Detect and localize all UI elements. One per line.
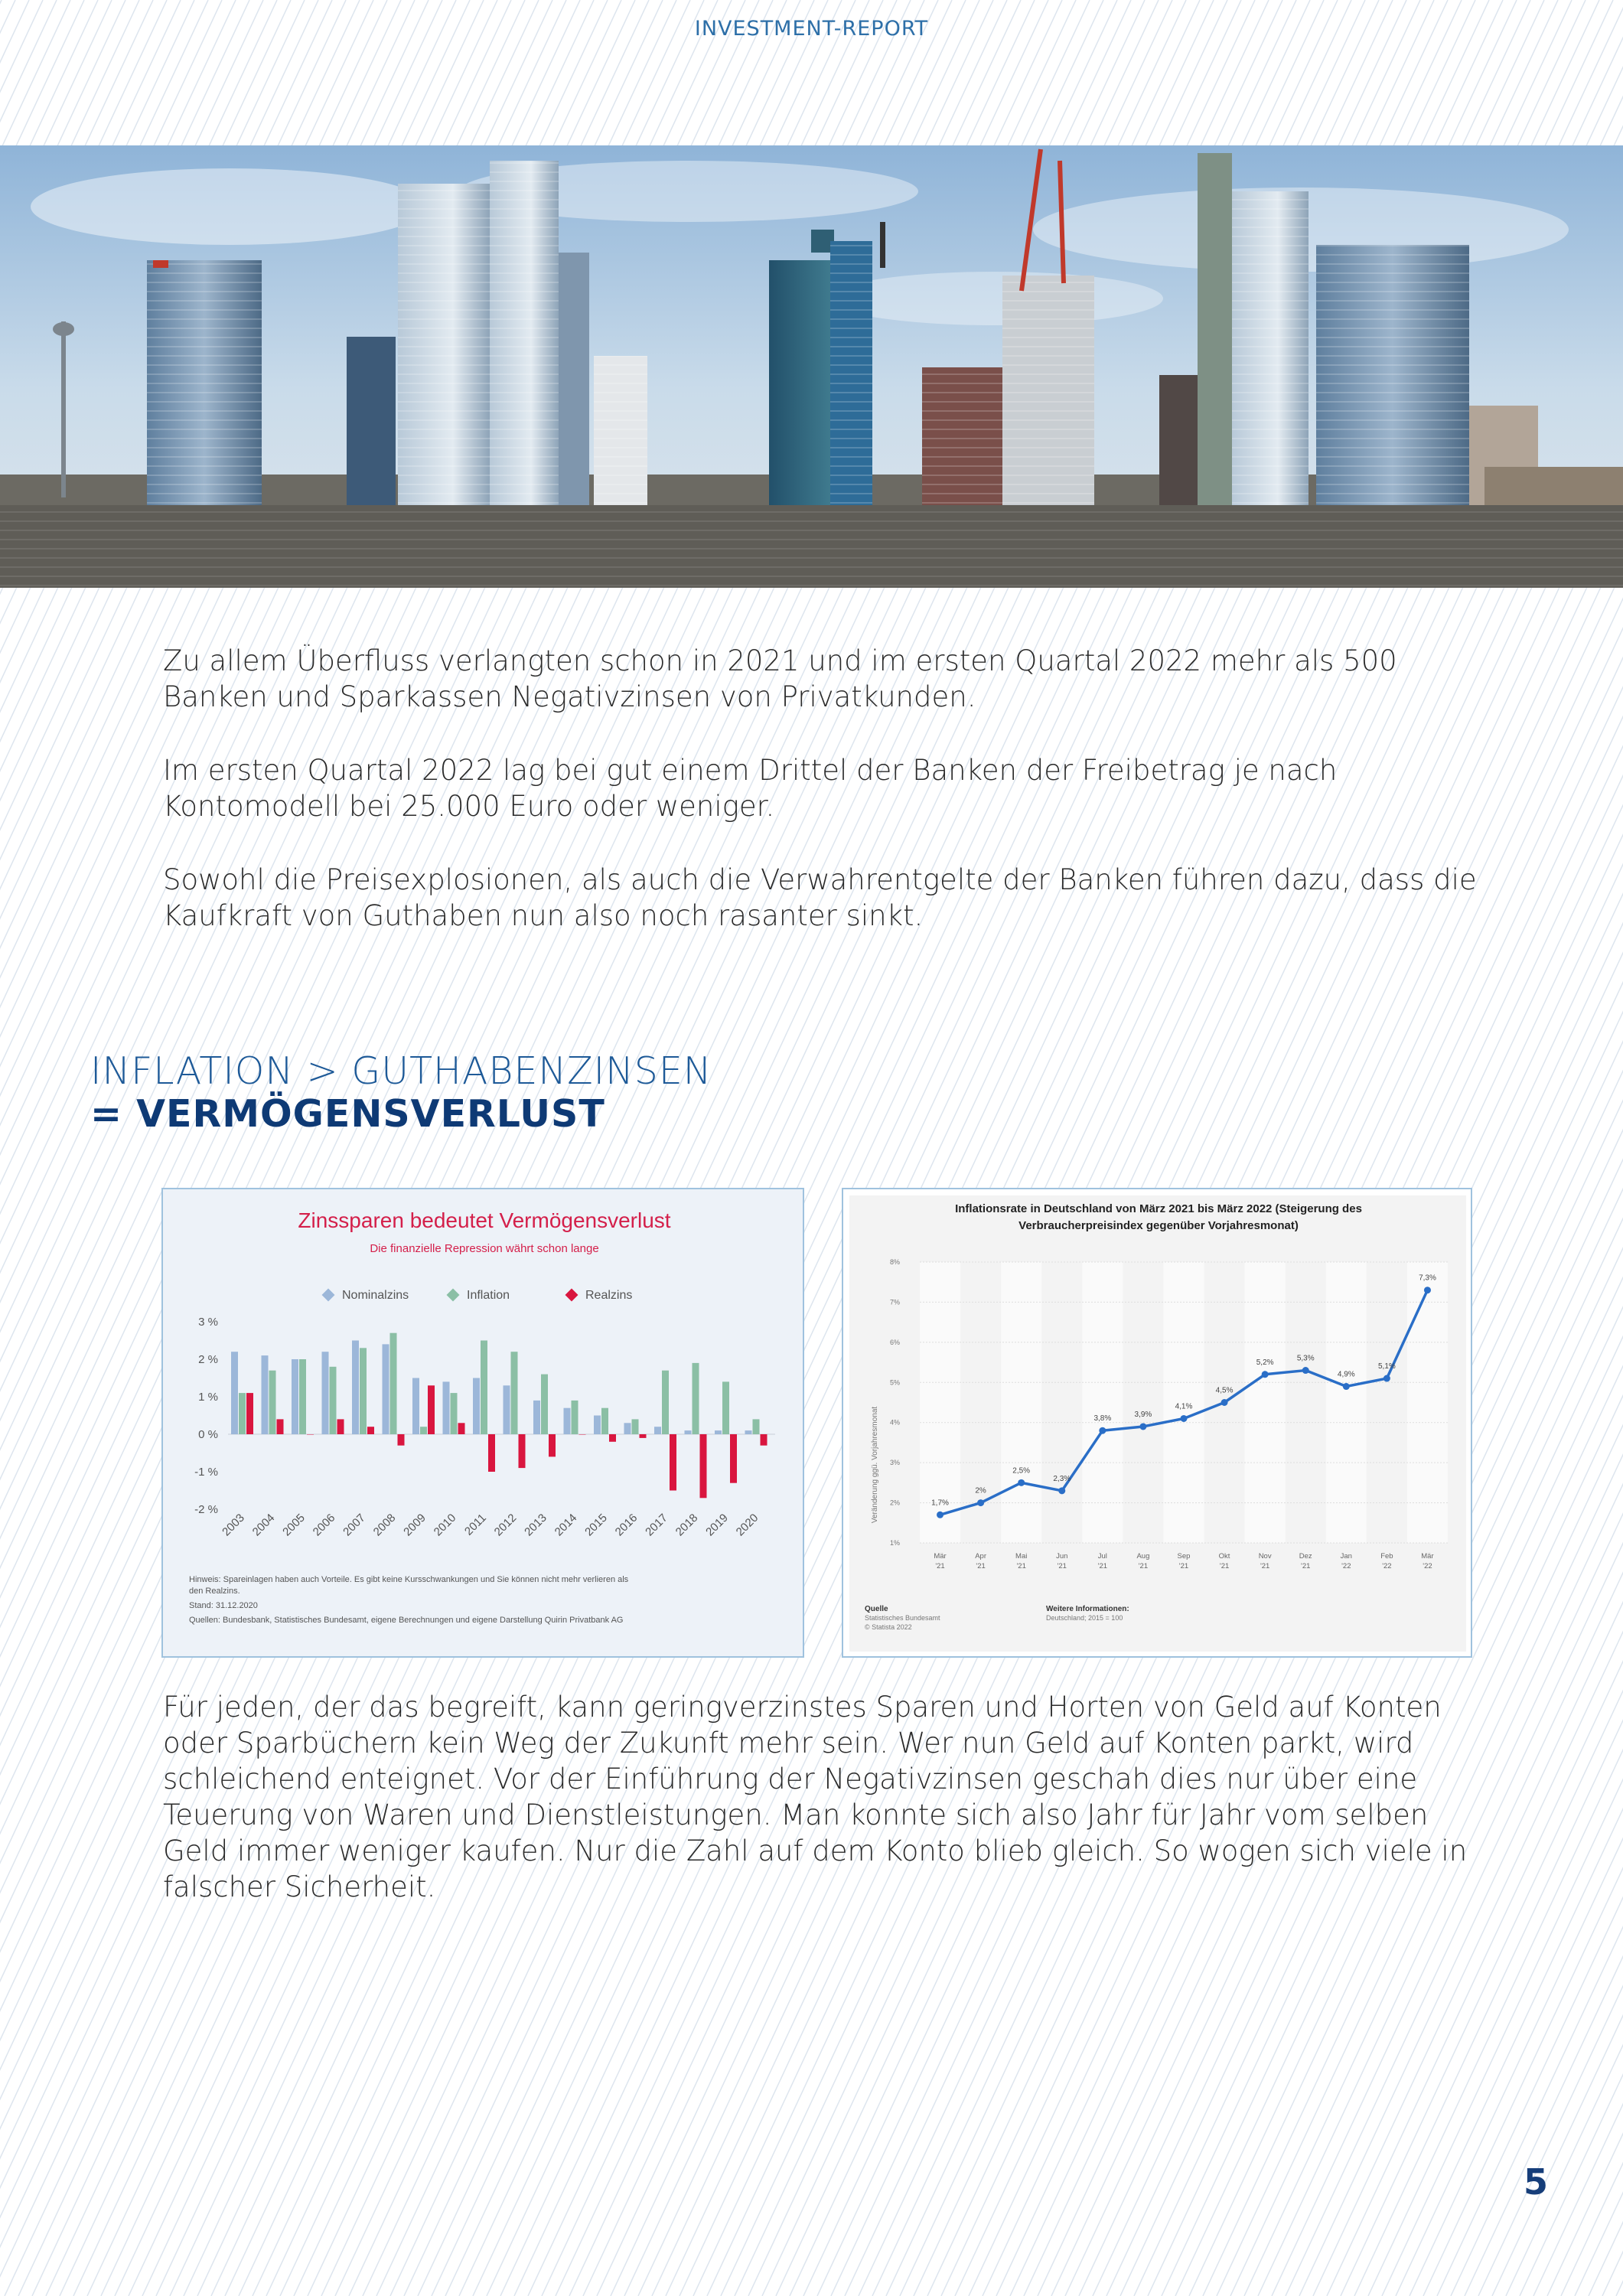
x-tick-label: 2008 [370, 1511, 399, 1539]
x-tick-year: '22 [1382, 1562, 1392, 1570]
bar-inflation-2014 [572, 1401, 578, 1434]
y-tick-label: 4% [889, 1418, 900, 1427]
x-tick-label: 2004 [249, 1511, 278, 1539]
data-point [977, 1499, 984, 1506]
data-label: 2% [975, 1486, 986, 1495]
legend-label-1: Inflation [467, 1289, 510, 1302]
bar-nominalzins-2007 [352, 1341, 359, 1435]
page-number: 5 [1523, 2161, 1548, 2203]
grid-band [1082, 1262, 1123, 1543]
x-tick-label: 2005 [280, 1511, 308, 1539]
data-label: 5,3% [1296, 1354, 1315, 1363]
data-label: 5,2% [1256, 1358, 1274, 1367]
bar-nominalzins-2018 [685, 1430, 692, 1434]
bar-inflation-2011 [481, 1341, 487, 1435]
x-tick-label: 2017 [643, 1511, 670, 1539]
y-tick-label: 0 % [198, 1428, 218, 1441]
source-line-1: Statistisches Bundesamt [865, 1614, 940, 1622]
data-point [1181, 1415, 1188, 1422]
y-tick-label: 7% [889, 1298, 900, 1306]
bar-realzins-2017 [670, 1434, 676, 1491]
y-tick-label: 5% [889, 1378, 900, 1387]
x-tick-year: '22 [1341, 1562, 1351, 1570]
bar-nominalzins-2009 [412, 1378, 419, 1435]
y-tick-label: 3% [889, 1459, 900, 1467]
bar-realzins-2005 [307, 1434, 314, 1435]
y-tick-label: -1 % [194, 1466, 218, 1479]
legend-marker-2 [565, 1289, 578, 1302]
chart-inflationsrate [843, 1189, 1474, 1659]
grid-band [1407, 1262, 1448, 1543]
bar-realzins-2010 [458, 1423, 465, 1434]
bar-inflation-2005 [299, 1359, 306, 1434]
x-tick-label: 2006 [310, 1511, 338, 1539]
x-tick-label: 2003 [220, 1511, 247, 1539]
data-point [1018, 1479, 1025, 1486]
chart-note-1: Hinweis: Spareinlagen haben auch Vorteile. Es gibt keine Kursschwankungen und Sie können nicht mehr verlieren als [189, 1575, 629, 1584]
bar-nominalzins-2014 [564, 1408, 571, 1434]
data-label: 7,3% [1419, 1274, 1436, 1283]
info-heading: Weitere Informationen: [1046, 1605, 1129, 1613]
data-label: 4,5% [1215, 1386, 1234, 1395]
data-label: 2,5% [1012, 1466, 1031, 1476]
data-point [937, 1512, 943, 1518]
bar-nominalzins-2008 [383, 1344, 389, 1434]
x-tick-year: '21 [1301, 1562, 1311, 1570]
bar-marks [231, 1333, 768, 1499]
bar-inflation-2010 [451, 1393, 458, 1434]
legend-label-0: Nominalzins [342, 1289, 409, 1302]
bar-realzins-2009 [428, 1385, 435, 1434]
bar-realzins-2008 [398, 1434, 405, 1446]
x-tick-year: '21 [1057, 1562, 1067, 1570]
chart-title-line2: Verbraucherpreisindex gegenüber Vorjahresmonat) [1018, 1219, 1299, 1232]
bar-nominalzins-2019 [715, 1430, 722, 1434]
bar-nominalzins-2010 [443, 1381, 450, 1434]
bar-nominalzins-2005 [292, 1359, 298, 1434]
x-tick-month: Feb [1380, 1552, 1393, 1561]
x-tick-year: '21 [1138, 1562, 1149, 1570]
bar-nominalzins-2011 [473, 1378, 480, 1435]
x-tick-label: 2007 [341, 1511, 368, 1539]
bar-inflation-2013 [541, 1375, 548, 1434]
report-header-label: INVESTMENT-REPORT [694, 17, 929, 41]
bar-realzins-2015 [609, 1434, 616, 1442]
data-point [1099, 1427, 1106, 1434]
chart-inflationsrate-panel [842, 1188, 1472, 1658]
paragraph-kaufkraft: Sowohl die Preisexplosionen, als auch die Verwahrentgelte der Banken führen dazu, dass die Kaufkraft von Guthaben nun also noch rasanter sinkt. [163, 863, 1477, 932]
y-tick-label: 2% [889, 1499, 900, 1507]
data-label: 3,8% [1093, 1414, 1112, 1424]
x-tick-month: Mär [1421, 1552, 1434, 1561]
bar-realzins-2006 [337, 1419, 344, 1434]
bar-realzins-2020 [761, 1434, 768, 1446]
x-tick-label: 2016 [612, 1511, 640, 1539]
y-tick-label: 1% [889, 1539, 900, 1547]
x-tick-label: 2015 [582, 1511, 610, 1539]
bar-inflation-2017 [662, 1371, 669, 1434]
source-line-2: © Statista 2022 [865, 1623, 912, 1631]
bar-nominalzins-2012 [504, 1385, 510, 1434]
bar-inflation-2020 [753, 1419, 760, 1434]
bar-nominalzins-2006 [322, 1352, 329, 1434]
data-point [1058, 1487, 1065, 1494]
x-tick-label: 2019 [703, 1511, 731, 1539]
legend-marker-0 [322, 1289, 335, 1302]
paragraph-enteignung: Für jeden, der das begreift, kann geringverzinstes Sparen und Horten von Geld auf Konten oder Sparbüchern kein Weg der Zukunft mehr sein. Wer nun Geld auf Konten parkt, wird schleichend enteignet. Vor der Einführung der Negativzinsen geschah dies nur über eine Teuerung von Waren und Dienstleistungen. Man konnte sich also Jahr für Jahr vom selben Geld immer weniger kaufen. Nur die Zahl auf dem Konto blieb gleich. So wogen sich viele in falscher Sicherheit. [163, 1691, 1468, 1903]
bar-inflation-2003 [239, 1393, 246, 1434]
info-line-1: Deutschland; 2015 = 100 [1046, 1614, 1123, 1622]
grid-band [1326, 1262, 1367, 1543]
x-tick-year: '21 [1016, 1562, 1026, 1570]
bar-realzins-2019 [730, 1434, 737, 1483]
bar-nominalzins-2003 [231, 1352, 238, 1434]
data-point [1139, 1423, 1146, 1430]
x-tick-month: Mai [1015, 1552, 1028, 1561]
x-tick-month: Jul [1097, 1552, 1107, 1561]
x-tick-label: 2013 [522, 1511, 549, 1539]
x-axis [220, 1512, 761, 1539]
x-tick-month: Mär [934, 1552, 947, 1561]
x-tick-year: '21 [1178, 1562, 1189, 1570]
bar-nominalzins-2013 [533, 1401, 540, 1434]
x-tick-year: '21 [1097, 1562, 1108, 1570]
data-point [1343, 1383, 1350, 1390]
data-point [1262, 1371, 1269, 1378]
x-tick-month: Okt [1218, 1552, 1230, 1561]
legend-marker-1 [447, 1289, 460, 1302]
bar-realzins-2004 [277, 1419, 284, 1434]
x-tick-year: '21 [1219, 1562, 1230, 1570]
x-tick-year: '21 [976, 1562, 986, 1570]
chart-subtitle: Die finanzielle Repression währt schon lange [370, 1242, 599, 1255]
x-tick-label: 2018 [673, 1511, 701, 1539]
bar-realzins-2003 [246, 1393, 253, 1434]
x-tick-month: Jun [1056, 1552, 1068, 1561]
x-tick-year: '21 [935, 1562, 945, 1570]
bar-inflation-2016 [632, 1419, 639, 1434]
section-heading-line2: = VERMÖGENSVERLUST [90, 1092, 605, 1136]
data-label: 1,7% [931, 1499, 949, 1508]
bar-realzins-2013 [549, 1434, 556, 1456]
bar-realzins-2012 [519, 1434, 526, 1468]
bar-inflation-2008 [390, 1333, 397, 1434]
y-tick-label: 8% [889, 1258, 900, 1266]
data-label: 5,1% [1377, 1362, 1396, 1371]
section-heading [90, 1050, 712, 1136]
chart-title: Zinssparen bedeutet Vermögensverlust [298, 1208, 671, 1232]
grid-band [1245, 1262, 1286, 1543]
chart-zinssparen-panel [161, 1188, 804, 1658]
x-tick-year: '21 [1260, 1562, 1270, 1570]
x-tick-month: Dez [1299, 1552, 1312, 1561]
x-tick-month: Apr [975, 1552, 987, 1561]
y-tick-label: -2 % [194, 1503, 218, 1516]
data-point [1424, 1287, 1431, 1293]
bar-nominalzins-2004 [262, 1355, 269, 1434]
paragraph-negativzinsen: Zu allem Überfluss verlangten schon in 2021 und im ersten Quartal 2022 mehr als 500 Banken und Sparkassen Negativzinsen von Privatkunden. [163, 644, 1397, 713]
data-label: 4,9% [1337, 1370, 1355, 1379]
x-tick-month: Aug [1136, 1552, 1150, 1561]
x-tick-label: 2011 [461, 1511, 489, 1538]
x-tick-month: Nov [1258, 1552, 1272, 1561]
bar-inflation-2009 [420, 1427, 427, 1434]
bar-nominalzins-2015 [594, 1416, 601, 1435]
chart-zinssparen [163, 1189, 806, 1659]
y-tick-label: 3 % [198, 1316, 218, 1329]
data-point [1302, 1367, 1309, 1374]
bar-inflation-2012 [511, 1352, 518, 1434]
x-tick-label: 2014 [552, 1511, 580, 1539]
skyline-illustration [0, 145, 1623, 588]
bar-realzins-2011 [488, 1434, 495, 1472]
grid-band [1001, 1262, 1041, 1543]
bar-realzins-2016 [640, 1434, 647, 1438]
data-label: 3,9% [1134, 1410, 1152, 1419]
x-tick-month: Jan [1340, 1552, 1352, 1561]
x-tick-label: 2020 [733, 1511, 761, 1539]
bar-realzins-2014 [579, 1434, 586, 1435]
chart-sources: Quellen: Bundesbank, Statistisches Bundesamt, eigene Berechnungen und eigene Darstellung Quirin Privatbank AG [189, 1616, 624, 1625]
chart-note-2: den Realzins. [189, 1587, 240, 1596]
source-heading: Quelle [865, 1605, 888, 1613]
bar-nominalzins-2017 [654, 1427, 661, 1434]
data-point [1221, 1399, 1228, 1406]
bar-nominalzins-2016 [624, 1423, 631, 1434]
chart-stand: Stand: 31.12.2020 [189, 1601, 258, 1610]
section-heading-line1: INFLATION > GUTHABENZINSEN [90, 1049, 712, 1093]
bar-inflation-2015 [601, 1408, 608, 1434]
bar-inflation-2019 [722, 1381, 729, 1434]
bar-inflation-2018 [693, 1363, 699, 1434]
x-tick-label: 2010 [431, 1511, 459, 1539]
chart-title-line1: Inflationsrate in Deutschland von März 2021 bis März 2022 (Steigerung des [955, 1202, 1362, 1215]
bar-realzins-2007 [367, 1427, 374, 1434]
x-tick-label: 2009 [401, 1511, 429, 1539]
data-label: 4,1% [1175, 1402, 1193, 1411]
hero-skyline-image [0, 145, 1623, 588]
chart-legend [322, 1289, 633, 1302]
y-axis-label: Veränderung ggü. Vorjahresmonat [871, 1406, 879, 1524]
bar-inflation-2006 [330, 1367, 337, 1434]
bar-realzins-2018 [700, 1434, 707, 1498]
bar-inflation-2004 [269, 1371, 276, 1434]
y-tick-label: 2 % [198, 1353, 218, 1366]
bar-inflation-2007 [360, 1348, 367, 1434]
bar-nominalzins-2020 [745, 1430, 752, 1434]
y-tick-label: 6% [889, 1338, 900, 1346]
y-tick-label: 1 % [198, 1391, 218, 1404]
x-tick-label: 2012 [491, 1511, 520, 1539]
legend-label-2: Realzins [585, 1289, 633, 1302]
data-label: 2,3% [1053, 1474, 1071, 1483]
data-point [1383, 1375, 1390, 1382]
paragraph-freibetrag: Im ersten Quartal 2022 lag bei gut einem Drittel der Banken der Freibetrag je nach Kontomodell bei 25.000 Euro oder weniger. [163, 754, 1338, 823]
x-tick-month: Sep [1177, 1552, 1191, 1561]
x-tick-year: '22 [1423, 1562, 1432, 1570]
